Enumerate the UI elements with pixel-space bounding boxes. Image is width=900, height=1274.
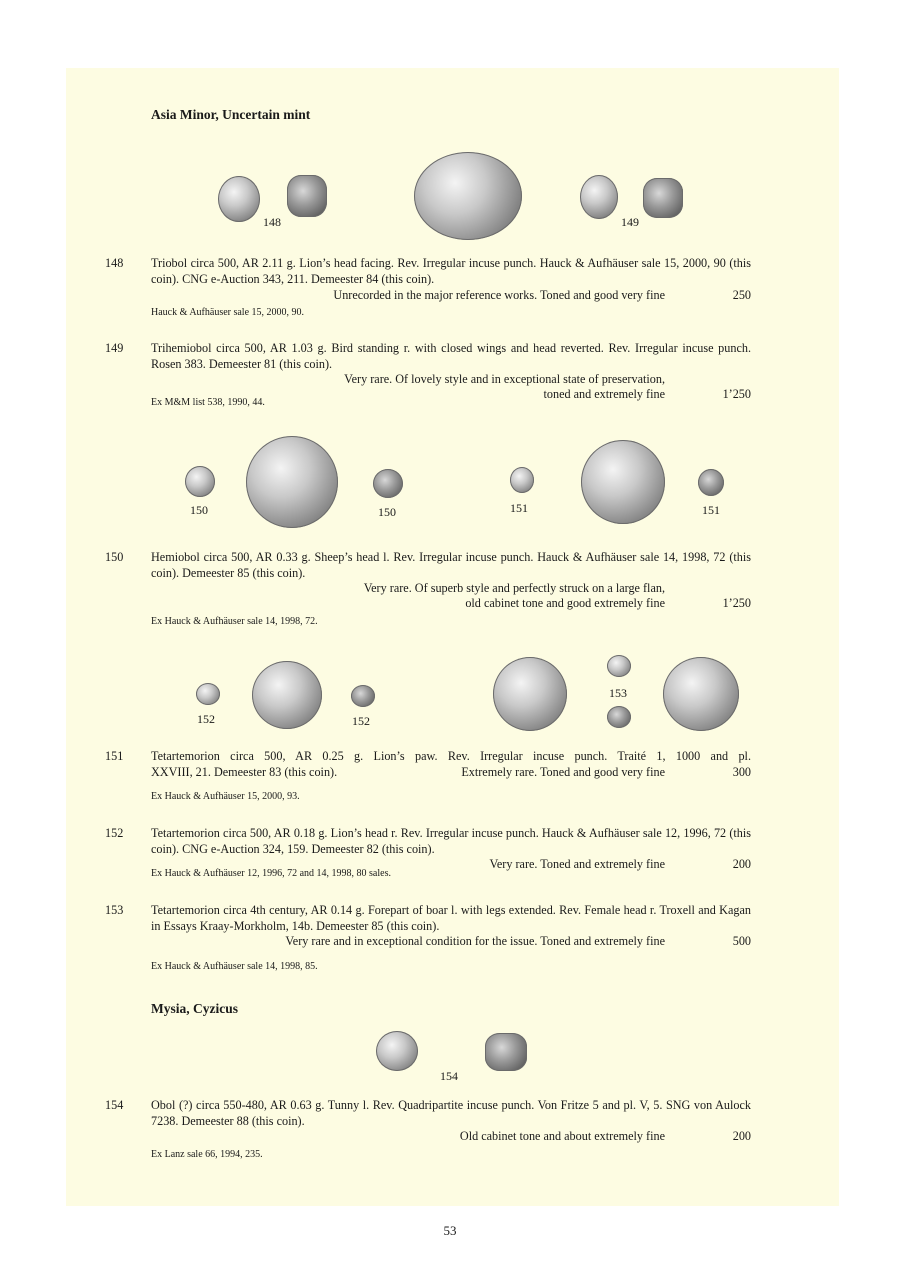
lot-condition: old cabinet tone and good extremely fine — [465, 596, 665, 610]
lot-number: 153 — [105, 903, 124, 917]
lot-provenance: Ex M&M list 538, 1990, 44. — [151, 397, 265, 408]
lot-condition: toned and extremely fine — [543, 387, 665, 401]
lot-provenance: Ex Hauck & Aufhäuser 12, 1996, 72 and 14, 1998, 80 sales. — [151, 868, 391, 879]
lot-condition: Old cabinet tone and about extremely fine — [459, 1129, 665, 1143]
image-label-151: 151 — [510, 501, 528, 515]
coin-153-reverse-enlarged — [663, 657, 739, 731]
lot-number: 148 — [105, 256, 124, 270]
image-label-153: 153 — [609, 686, 627, 700]
lot-price: 1’250 — [722, 596, 751, 610]
lot-condition: Very rare. Of lovely style and in exceptional state of preservation, — [344, 372, 665, 386]
lot-condition: Very rare. Toned and extremely fine — [489, 857, 665, 871]
lot-price: 200 — [732, 857, 751, 871]
coin-150-obverse — [185, 466, 215, 497]
image-label-154: 154 — [440, 1069, 458, 1083]
image-label-150: 150 — [190, 503, 208, 517]
lot-description: Obol (?) circa 550-480, AR 0.63 g. Tunny l. Rev. Quadripartite incuse punch. Von Fritze 5 and pl. V, 5. SNG von Aulock 7238. Demeester 88 (this coin). — [151, 1098, 751, 1128]
lot-description: Tetartemorion circa 500, AR 0.25 g. Lion’s paw. Rev. Irregular incuse punch. Traité 1, 1000 and pl. — [151, 749, 751, 763]
coin-154-reverse — [485, 1033, 527, 1071]
lot-condition: Very rare. Of superb style and perfectly struck on a large flan, — [363, 581, 665, 595]
coin-149-obverse — [580, 175, 618, 219]
lot-provenance: Ex Lanz sale 66, 1994, 235. — [151, 1149, 263, 1160]
lot-provenance: Hauck & Aufhäuser sale 15, 2000, 90. — [151, 307, 305, 318]
lot-description: Tetartemorion circa 4th century, AR 0.14 g. Forepart of boar l. with legs extended. Rev. Female head r. Troxell and Kagan in Essays Kraay-Morkholm, 14b. Demeester 85 (this coin). — [151, 903, 751, 933]
coin-154-obverse — [376, 1031, 418, 1071]
coin-152-obverse-enlarged — [252, 661, 322, 729]
coin-149-obverse-enlarged — [414, 152, 522, 240]
coin-151-reverse — [698, 469, 724, 496]
lot-description: Tetartemorion circa 500, AR 0.18 g. Lion’s head r. Rev. Irregular incuse punch. Hauck & Aufhäuser sale 12, 1996, 72 (this coin). CNG e-Auction 324, 159. Demeester 82 (this coin). — [151, 826, 751, 856]
coin-150-obverse-enlarged — [246, 436, 338, 528]
image-label-152: 152 — [352, 714, 370, 728]
coin-150-reverse — [373, 469, 403, 498]
lot-description: Trihemiobol circa 500, AR 1.03 g. Bird standing r. with closed wings and head reverted. Rev. Irregular incuse punch. Rosen 383. Demeester 81 (this coin). — [151, 341, 751, 371]
image-label-148: 148 — [263, 215, 281, 229]
lot-number: 149 — [105, 341, 124, 355]
coin-149-reverse — [643, 178, 683, 218]
lot-description: Hemiobol circa 500, AR 0.33 g. Sheep’s head l. Rev. Irregular incuse punch. Hauck & Aufhäuser sale 14, 1998, 72 (this coin). Demeester 85 (this coin). — [151, 550, 751, 580]
coin-153-reverse — [607, 706, 631, 728]
lot-number: 150 — [105, 550, 124, 564]
lot-price: 500 — [732, 934, 751, 948]
coin-152-reverse — [351, 685, 375, 707]
lot-condition: Very rare and in exceptional condition for the issue. Toned and extremely fine — [285, 934, 665, 948]
coin-151-obverse-enlarged — [581, 440, 665, 524]
section-title: Mysia, Cyzicus — [151, 1001, 238, 1016]
page-number: 53 — [443, 1223, 457, 1238]
coin-152-obverse — [196, 683, 220, 705]
lot-number: 154 — [105, 1098, 124, 1112]
lot-provenance: Ex Hauck & Aufhäuser sale 14, 1998, 85. — [151, 961, 318, 972]
coin-151-obverse — [510, 467, 534, 493]
catalogue-panel — [66, 68, 839, 1206]
lot-number: 151 — [105, 749, 124, 763]
coin-153-obverse-enlarged — [493, 657, 567, 731]
image-label-151: 151 — [702, 503, 720, 517]
image-label-152: 152 — [197, 712, 215, 726]
section-title: Asia Minor, Uncertain mint — [151, 107, 311, 122]
lot-price: 300 — [732, 765, 751, 779]
lot-price: 200 — [732, 1129, 751, 1143]
lot-number: 152 — [105, 826, 124, 840]
lot-condition: Unrecorded in the major reference works. Toned and good very fine — [333, 288, 665, 302]
coin-153-obverse — [607, 655, 631, 677]
lot-condition: Extremely rare. Toned and good very fine — [461, 765, 665, 779]
lot-price: 250 — [732, 288, 751, 302]
coin-148-reverse — [287, 175, 327, 217]
lot-provenance: Ex Hauck & Aufhäuser 15, 2000, 93. — [151, 791, 300, 802]
lot-price: 1’250 — [722, 387, 751, 401]
lot-description: Triobol circa 500, AR 2.11 g. Lion’s head facing. Rev. Irregular incuse punch. Hauck & Aufhäuser sale 15, 2000, 90 (this coin). CNG e-Auction 343, 211. Demeester 84 (this coin). — [151, 256, 751, 286]
image-label-149: 149 — [621, 215, 639, 229]
lot-description-continued: XXVIII, 21. Demeester 83 (this coin). — [151, 765, 338, 779]
lot-provenance: Ex Hauck & Aufhäuser sale 14, 1998, 72. — [151, 616, 318, 627]
coin-148-obverse — [218, 176, 260, 222]
image-label-150: 150 — [378, 505, 396, 519]
